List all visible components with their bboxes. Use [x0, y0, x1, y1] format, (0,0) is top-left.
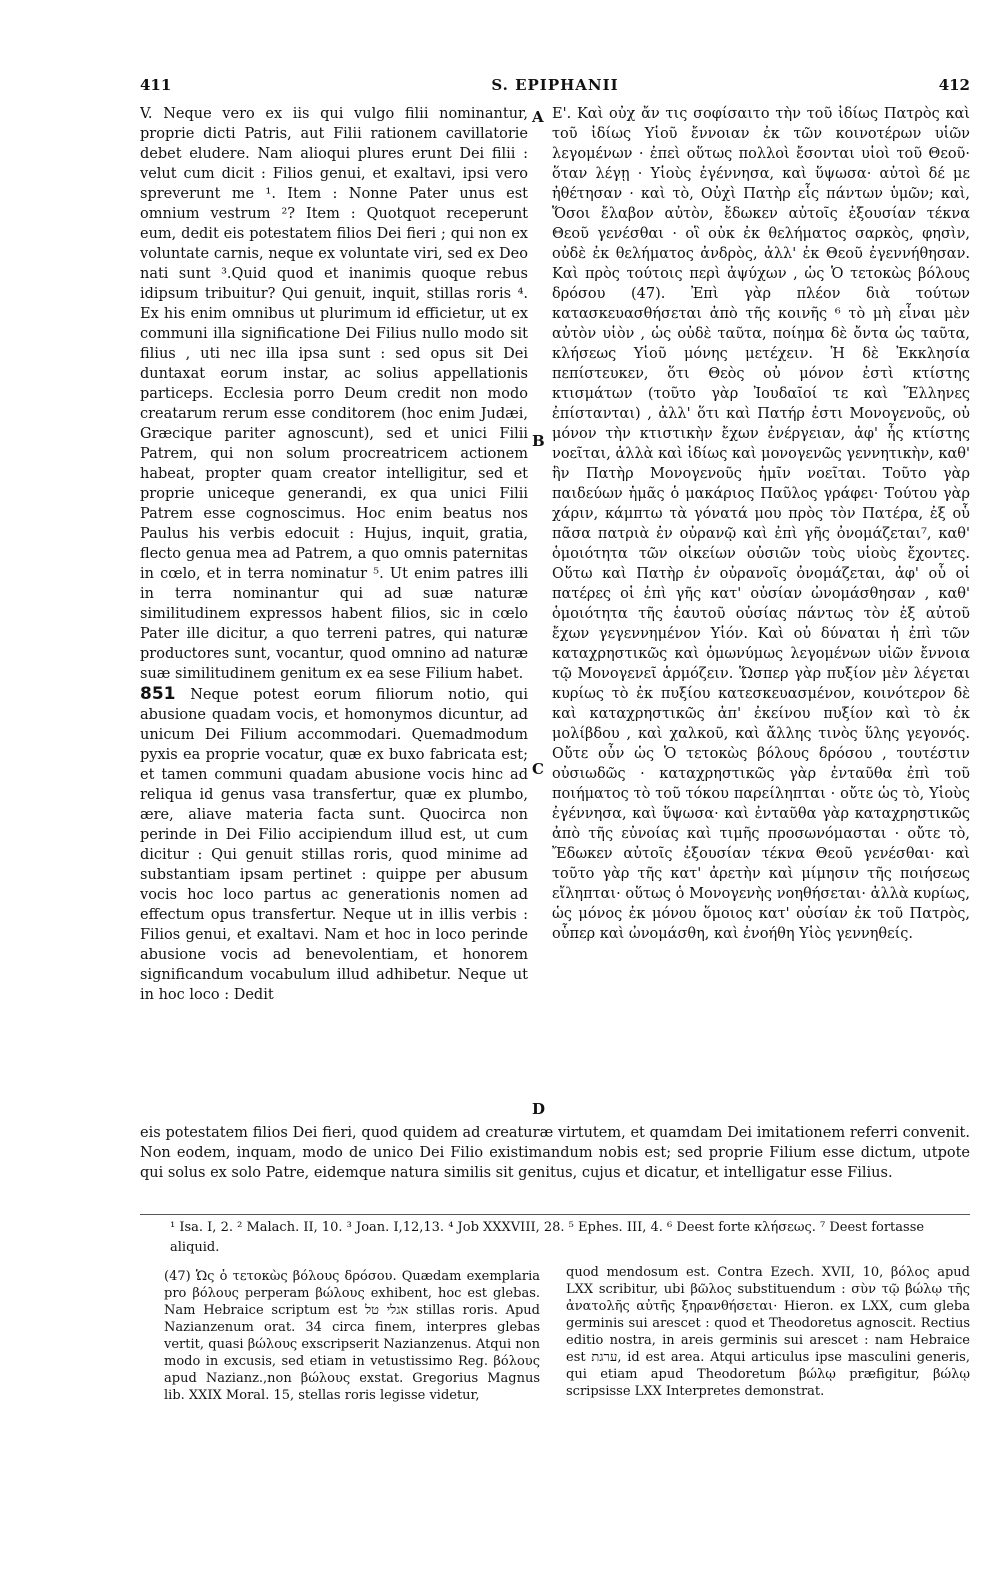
- latin-paragraph-1: V. Neque vero ex iis qui vulgo filii nominantur, proprie dicti Patris, aut Filii rationem cavillatorie debet eludere. Nam alioqui plures erunt Dei filii : velut cum dicit : Filios genui, et exaltavi, ipsi vero spreverunt me ¹. Item : Nonne Pater unus est omnium vestrum ²? Item : Quotquot receperunt eum, dedit eis potestatem filios Dei fieri ; qui non ex voluntate carnis, neque ex voluntate viri, sed ex Deo nati sunt ³.Quid quod et inanimis quoque rebus idipsum tribuitur? Qui genuit, inquit, stillas roris ⁴. Ex his enim omnibus ut plurimum id efficietur, ut ex communi illa significatione Dei Filius nullo modo sit filius , uti nec illa ipsa sunt : sed opus sit Dei duntaxat eorum instar, ac solius appellationis particeps. Ecclesia porro Deum credit non modo creatarum rerum esse conditorem (hoc enim Judæi, Græcique pariter agnoscunt), sed et unici Filii Patrem, qui non solum procreatricem actionem habeat, propter quam creator intelligitur, sed et proprie uniceque generandi, ex qua unici Filii Patrem esse cognoscimus. Hoc enim beatus nos Paulus his verbis edocuit : Hujus, inquit, gratia, flecto genua mea ad Patrem, a quo omnis paternitas in cœlo, et in terra nominatur ⁵. Ut enim patres illi in terra nominantur qui ad suæ naturæ similitudinem expressos habent filios, sic in cœlo Pater ille dicitur, a quo terreni patres, qui naturæ productores sunt, vocantur, quod omnino ad naturæ suæ similitudinem genitum ex ea sese Filium habet.: [140, 106, 528, 682]
- full-width-continuation: [140, 1123, 970, 1211]
- running-title: S. EPIPHANII: [491, 76, 619, 94]
- latin-column: [140, 104, 528, 1124]
- annotation-left-text: (47) Ὡς ὁ τετοκὼς βόλους δρόσου. Quædam exemplaria pro βόλους perperam βώλους exhibent, hoc est glebas. Nam Hebraice scriptum est אגלי טל stillas roris. Apud Nazianzenum orat. 34 circa finem, interpres glebas vertit, quasi βώλους exscripserit Nazianzenus. Atqui non modo in excusis, sed etiam in vetustissimo Reg. βόλους apud Nazianz.,non βώλους exstat. Gregorius Magnus lib. XXIX Moral. 15, stellas roris legisse videtur,: [164, 1269, 540, 1403]
- margin-letter-d: D: [532, 1100, 546, 1118]
- continuation-text: eis potestatem filios Dei fieri, quod quidem ad creaturæ virtutem, et quamdam Dei imitationem referri convenit. Non eodem, inquam, modo de unico Dei Filio existimandum nobis est; sed proprie Filium esse dictum, utpote qui solus ex solo Patre, eidemque natura similis sit genitus, cujus et dicatur, et intelligatur esse Filius.: [140, 1125, 970, 1181]
- page-number-left: 411: [140, 76, 172, 94]
- annotation-right-text: quod mendosum est. Contra Ezech. XVII, 10, βόλος apud LXX scribitur, ubi βῶλος substituendum : σὺν τῷ βώλῳ τῆς ἀνατολῆς αὐτῆς ξηρανθήσεται· Hieron. ex LXX, cum gleba germinis sui arescet : quod et Theodoretus agnoscit. Rectius editio nostra, in areis germinis sui arescet : nam Hebraice est ערגת, id est area. Atqui articulus ipse masculini generis, qui etiam apud Theodoretum βώλῳ præfigitur, βώλῳ scripsisse LXX Interpretes demonstrat.: [566, 1265, 970, 1399]
- greek-paragraph-1: Ε'. Καὶ οὐχ ἄν τις σοφίσαιτο τὴν τοῦ ἰδίως Πατρὸς καὶ τοῦ ἰδίως Υἱοῦ ἔννοιαν ἐκ τῶν κοινοτέρων υἱῶν λεγομένων · ἐπεὶ οὕτως πολλοὶ ἔσονται υἱοὶ τοῦ Θεοῦ· ὅταν λέγῃ · Υἱοὺς ἐγέννησα, καὶ ὕψωσα· αὐτοὶ δέ με ἠθέτησαν · καὶ τὸ, Οὐχὶ Πατὴρ εἷς πάντων ὑμῶν; καὶ, Ὅσοι ἔλαβον αὐτὸν, ἔδωκεν αὐτοῖς ἐξουσίαν τέκνα Θεοῦ γενέσθαι · οἳ οὐκ ἐκ θελήματος σαρκὸς, φησὶν, οὐδὲ ἐκ θελήματος ἀνδρὸς, ἀλλ' ἐκ Θεοῦ ἐγεννήθησαν. Καὶ πρὸς τούτοις περὶ ἀψύχων , ὡς Ὁ τετοκὼς βόλους δρόσου (47). Ἐπὶ γὰρ πλέον διὰ τούτων κατασκευασθήσεται ἀπὸ τῆς κοινῆς ⁶ τὸ μὴ εἶναι μὲν αὐτὸν υἱὸν , ὡς οὐδὲ ταῦτα, ποίημα δὲ ὄντα ὡς ταῦτα, κλήσεως Υἱοῦ μόνης μετέχειν. Ἡ δὲ Ἐκκλησία πεπίστευκεν, ὅτι Θεὸς οὐ μόνον ἐστὶ κτίστης κτισμάτων (τοῦτο γὰρ Ἰουδαῖοί τε καὶ Ἕλληνες ἐπίστανται) , ἀλλ' ὅτι καὶ Πατήρ ἐστι Μονογενοῦς, οὐ μόνον τὴν κτιστικὴν ἔχων ἐνέργειαν, ἀφ' ἧς κτίστης νοεῖται, ἀλλὰ καὶ ἰδίως καὶ μονογενῶς γεννητικὴν, καθ' ἣν Πατὴρ Μονογενοῦς ἡμῖν νοεῖται. Τοῦτο γὰρ παιδεύων ἡμᾶς ὁ μακάριος Παῦλος γράφει· Τούτου γὰρ χάριν, κάμπτω τὰ γόνατά μου πρὸς τὸν Πατέρα, ἐξ οὗ πᾶσα πατριὰ ἐν οὐρανῷ καὶ ἐπὶ γῆς ὀνομάζεται⁷, καθ' ὁμοιότητα τῶν οἰκείων οὐσιῶν τοὺς υἱοὺς ἔχοντες. Οὕτω καὶ Πατὴρ ἐν οὐρανοῖς ὀνομάζεται, ἀφ' οὗ οἱ πατέρες οἱ ἐπὶ γῆς κατ' οὐσίαν ὠνομάσθησαν , καθ' ὁμοιότητα τῆς ἑαυτοῦ οὐσίας πάντως τὸν ἐξ αὐτοῦ ἔχων γεγεννημένον Υἱόν. Καὶ οὐ δύναται ἡ ἐπὶ τῶν καταχρηστικῶς καὶ ὁμωνύμως λεγομένων υἱῶν ἔννοια τῷ Μονογενεῖ ἁρμόζειν. Ὥσπερ γὰρ πυξίον μὲν λέγεται κυρίως τὸ ἐκ πυξίου κατεσκευασμένον, κοινότερον δὲ καὶ καταχρηστικῶς ἀπ' ἐκείνου πυξίον καὶ τὸ ἐκ μολίβδου , καὶ χαλκοῦ, καὶ ἄλλης τινὸς ὕλης γεγονός. Οὔτε οὖν ὡς Ὁ τετοκὼς βόλους δρόσου , τουτέστιν οὐσιωδῶς · καταχρηστικῶς γὰρ ἐνταῦθα ἐπὶ τοῦ ποιήματος τὸ τοῦ τόκου παρείληπται · οὔτε ὡς τὸ, Υἱοὺς ἐγέννησα, καὶ ὕψωσα· καὶ ἐνταῦθα γὰρ καταχρηστικῶς ἀπὸ τῆς εὐνοίας καὶ τιμῆς προσωνόμασται · οὔτε τὸ, Ἔδωκεν αὐτοῖς ἐξουσίαν τέκνα Θεοῦ γενέσθαι· καὶ τοῦτο γὰρ τῆς κατ' ἀρετὴν καὶ μίμησιν τῆς ποιήσεως εἴληπται· οὕτως ὁ Μονογενὴς νοηθήσεται· ἀλλὰ κυρίως, ὡς μόνος ἐκ μόνου ὅμοιος κατ' οὐσίαν ἐκ τοῦ Πατρὸς, οὗπερ καὶ ὠνομάσθη, καὶ ἐνοήθη Υἱὸς γεννηθείς.: [552, 106, 970, 942]
- page-header: [140, 76, 970, 100]
- margin-letter-b: B: [532, 432, 545, 450]
- annotation-left: [164, 1268, 540, 1478]
- footnotes: ¹ Isa. I, 2. ² Malach. II, 10. ³ Joan. I,12,13. ⁴ Job XXXVIII, 28. ⁵ Ephes. III, 4. ⁶ Deest forte κλήσεως. ⁷ Deest fortasse aliquid.: [170, 1220, 925, 1255]
- margin-letter-a: A: [532, 108, 544, 126]
- margin-letter-c: C: [532, 760, 544, 778]
- footnote-divider: [140, 1214, 970, 1215]
- annotation-right: [566, 1264, 970, 1486]
- greek-column: [552, 104, 970, 1124]
- column-break-marker: 851: [140, 684, 176, 704]
- page-number-right: 412: [938, 76, 970, 94]
- latin-paragraph-2: [140, 684, 528, 1005]
- latin-paragraph-2-text: Neque potest eorum filiorum notio, qui abusione quadam vocis, et homonymos dicuntur, ad unicum Dei Filium accommodari. Quemadmodum pyxis ea proprie vocatur, quæ ex buxo fabricata est; et tamen communi quadam abusione vocis hinc ad reliqua id genus vasa transfertur, quæ ex plumbo, ære, aliave materia facta sunt. Quocirca non perinde in Dei Filio accipiendum illud est, ut cum dicitur : Qui genuit stillas roris, quod minime ad substantiam ipsam pertinet : quippe per abusum vocis hoc loco partus ac generationis nomen ad effectum opus transfertur. Neque ut in illis verbis : Filios genui, et exaltavi. Nam et hoc in loco perinde abusione vocis ad benevolentiam, et honorem significandum vocabulum illud adhibetur. Neque ut in hoc loco : Dedit: [140, 687, 528, 1003]
